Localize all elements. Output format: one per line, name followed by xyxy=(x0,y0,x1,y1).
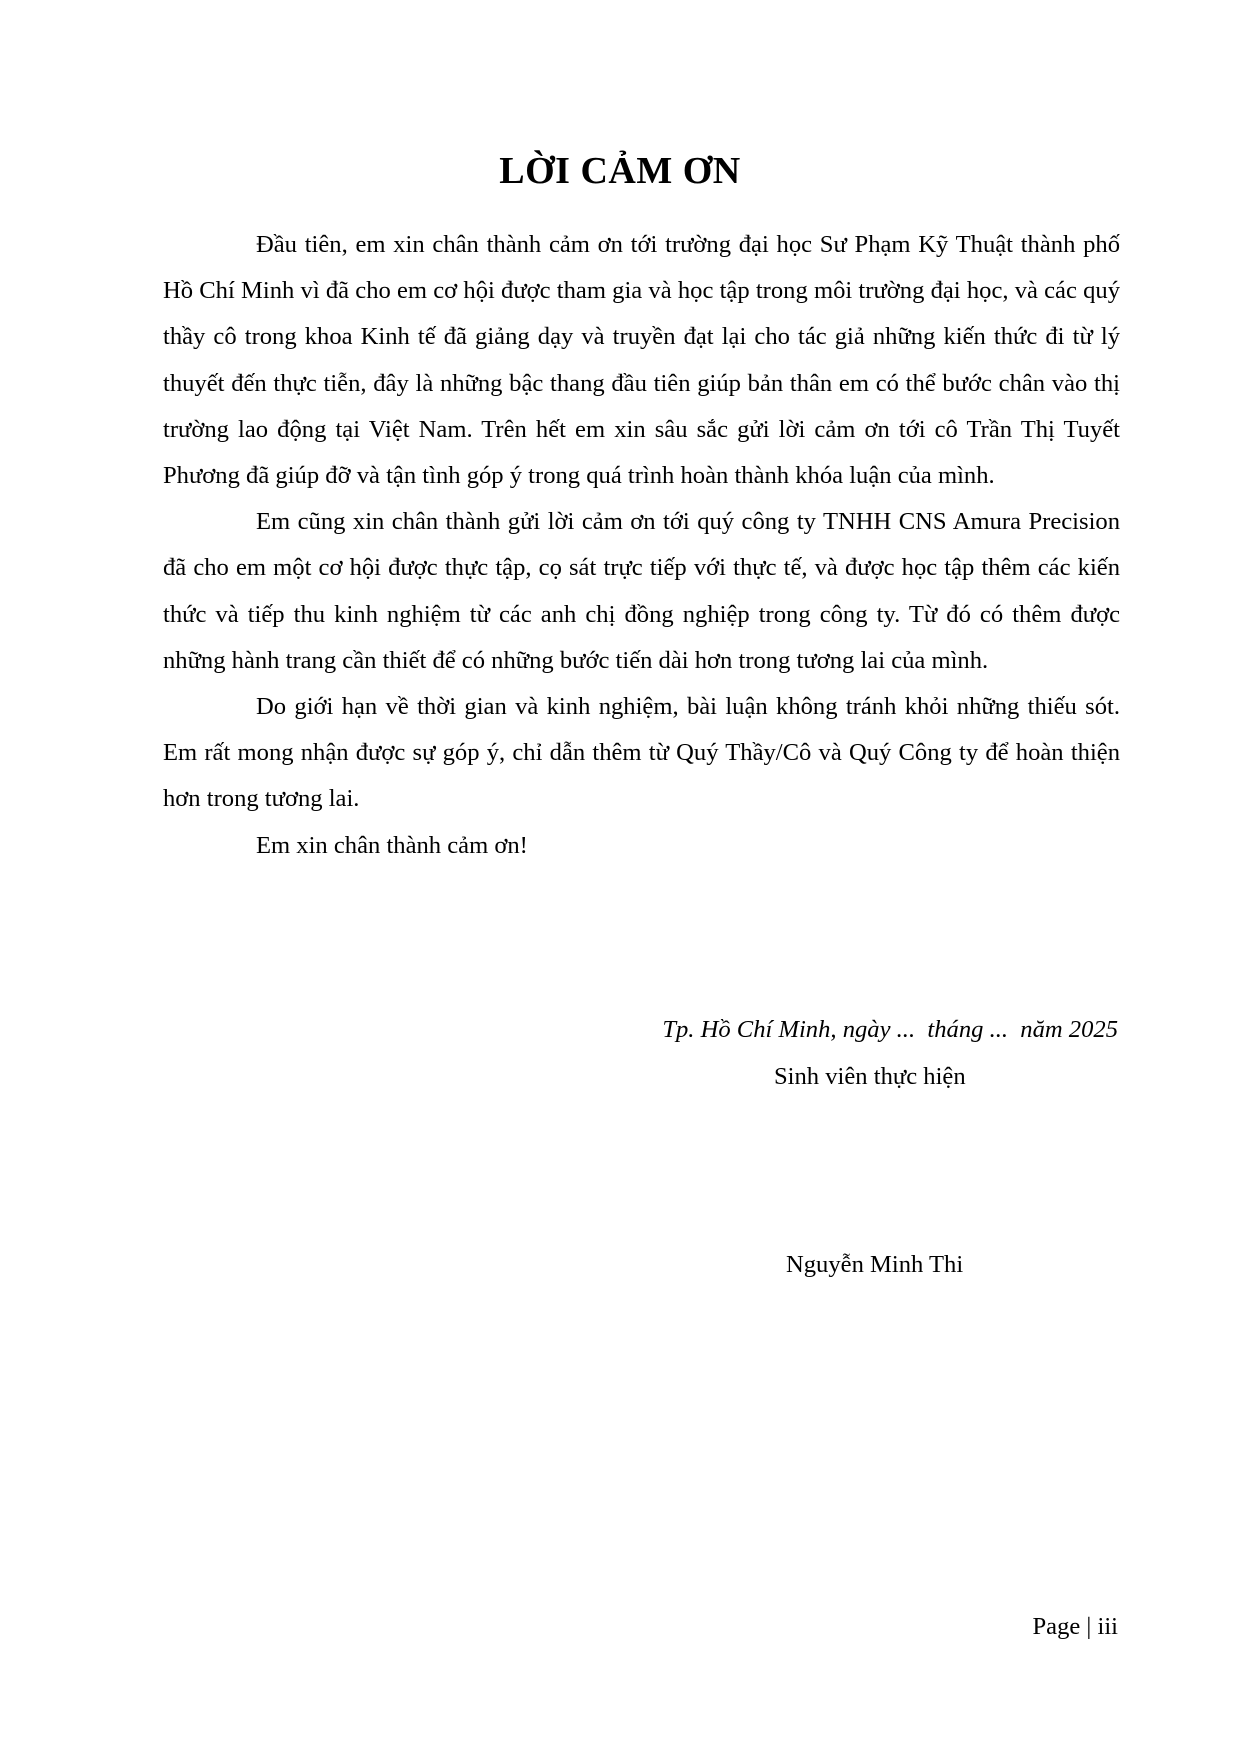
page-number-footer: Page | iii xyxy=(1032,1613,1118,1640)
paragraph-4: Em xin chân thành cảm ơn! xyxy=(256,831,528,859)
signature-role: Sinh viên thực hiện xyxy=(774,1063,966,1090)
signature-name: Nguyễn Minh Thi xyxy=(786,1251,964,1278)
signature-place-date: Tp. Hồ Chí Minh, ngày ... tháng ... năm 2025 xyxy=(662,1016,1118,1043)
acknowledgement-body xyxy=(163,222,1120,869)
paragraph-2: Em cũng xin chân thành gửi lời cảm ơn tới quý công ty TNHH CNS Amura Precision đã cho em một cơ hội được thực tập, cọ sát trực tiếp với thực tế, và được học tập thêm các kiến thức và tiếp thu kinh nghiệm từ các anh chị đồng nghiệp trong công ty. Từ đó có thêm được những hành trang cần thiết để có những bước tiến dài hơn trong tương lai của mình. xyxy=(163,508,1120,674)
paragraph-1: Đầu tiên, em xin chân thành cảm ơn tới trường đại học Sư Phạm Kỹ Thuật thành phố Hồ Chí Minh vì đã cho em cơ hội được tham gia và học tập trong môi trường đại học, và các quý thầy cô trong khoa Kinh tế đã giảng dạy và truyền đạt lại cho tác giả những kiến thức đi từ lý thuyết đến thực tiễn, đây là những bậc thang đầu tiên giúp bản thân em có thể bước chân vào thị trường lao động tại Việt Nam. Trên hết em xin sâu sắc gửi lời cảm ơn tới cô Trần Thị Tuyết Phương đã giúp đỡ và tận tình góp ý trong quá trình hoàn thành khóa luận của mình. xyxy=(163,231,1120,490)
page-title: LỜI CẢM ƠN xyxy=(499,150,741,192)
paragraph-3: Do giới hạn về thời gian và kinh nghiệm, bài luận không tránh khỏi những thiếu sót. Em rất mong nhận được sự góp ý, chỉ dẫn thêm từ Quý Thầy/Cô và Quý Công ty để hoàn thiện hơn trong tương lai. xyxy=(163,693,1120,813)
